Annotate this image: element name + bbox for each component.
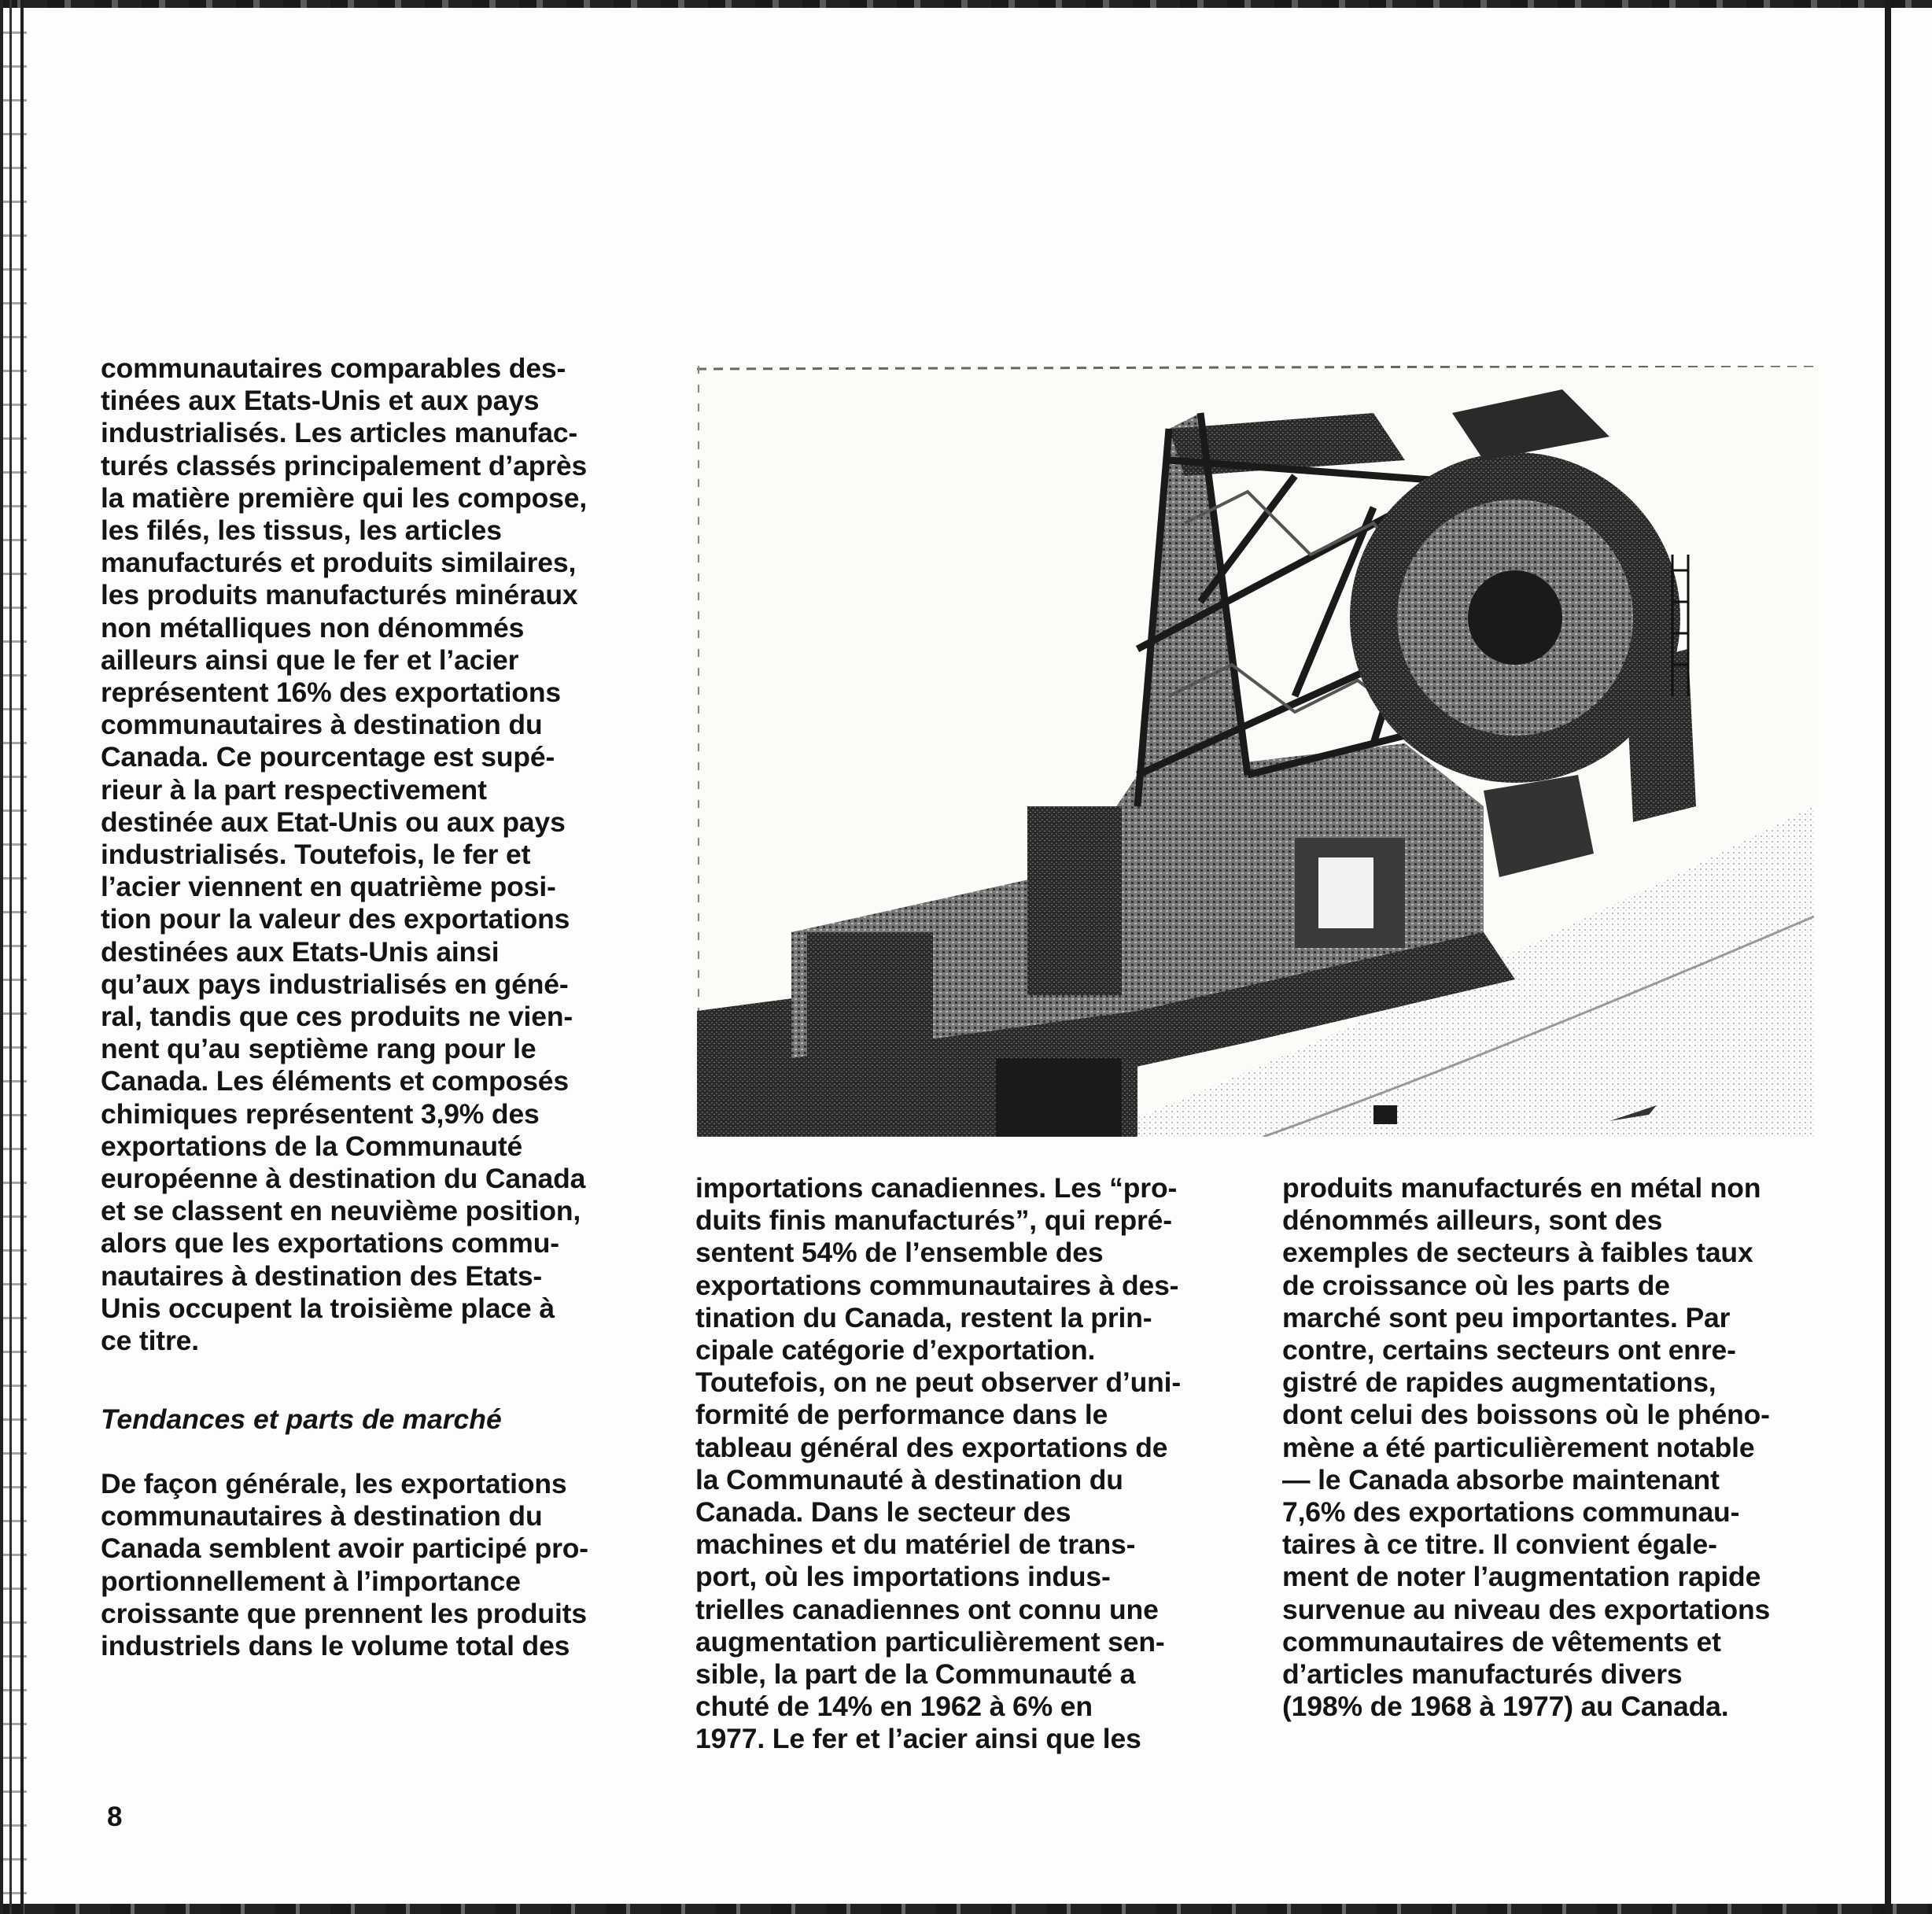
text-line: communautaires à destination du [101,709,543,741]
text-line: d’articles manufacturés divers [1282,1658,1683,1691]
text-column-1-continued [101,1468,651,1662]
text-line: 7,6% des exportations communau- [1282,1496,1740,1529]
text-line: — le Canada absorbe maintenant [1282,1463,1720,1495]
text-line: destinée aux Etat-Unis ou aux pays [101,806,566,838]
text-line: ral, tandis que ces produits ne vien- [101,1001,573,1033]
text-column-2 [695,1172,1230,1756]
text-line: la Communauté à destination du [695,1463,1123,1495]
text-line: manufacturés et produits similaires, [101,547,577,579]
text-line: exportations de la Communauté [101,1130,523,1162]
text-line: et se classent en neuvième position, [101,1195,581,1227]
text-line: communautaires de vêtements et [1282,1625,1721,1658]
text-line: dont celui des boissons où le phéno- [1282,1399,1770,1431]
text-line: portionnellement à l’importance [101,1565,521,1597]
page-number: 8 [107,1802,123,1832]
text-line: communautaires à destination du [101,1500,543,1532]
text-line: industrialisés. Toutefois, le fer et [101,839,531,871]
text-line: chuté de 14% en 1962 à 6% en [695,1691,1093,1723]
text-line: européenne à destination du Canada [101,1163,586,1195]
scan-border-top [0,0,1932,8]
text-line: croissante que prennent les produits [101,1597,587,1629]
scan-border-left [0,0,27,1914]
text-line: contre, certains secteurs ont enre- [1282,1334,1736,1366]
text-line: ment de noter l’augmentation rapide [1282,1561,1761,1593]
text-line: sible, la part de la Communauté a [695,1658,1136,1691]
text-line: les filés, les tissus, les articles [101,514,502,547]
text-line: importations canadiennes. Les “pro- [695,1172,1178,1204]
text-line: qu’aux pays industrialisés en géné- [101,968,569,1000]
text-line: destinées aux Etats-Unis ainsi [101,935,500,968]
text-line: tination du Canada, restent la prin- [695,1301,1152,1333]
text-line: tableau général des exportations de [695,1431,1168,1463]
text-line: port, où les importations indus- [695,1561,1111,1593]
text-line: machines et du matériel de trans- [695,1529,1136,1561]
text-line: industriels dans le volume total des [101,1630,570,1662]
text-line: tion pour la valeur des exportations [101,903,570,935]
text-line: Unis occupent la troisième place à [101,1292,555,1324]
text-line: mène a été particulièrement notable [1282,1431,1755,1463]
text-line: chimiques représentent 3,9% des [101,1097,540,1130]
text-line: survenue au niveau des exportations [1282,1593,1771,1625]
text-line: non métalliques non dénommés [101,611,525,644]
text-line: l’acier viennent en quatrième posi- [101,871,556,903]
text-line: exemples de secteurs à faibles taux [1282,1237,1753,1269]
text-line: exportations communautaires à des- [695,1269,1179,1301]
text-line: trielles canadiennes ont connu une [695,1593,1159,1625]
text-line: formité de performance dans le [695,1399,1108,1431]
text-line: Canada. Dans le secteur des [695,1496,1071,1529]
text-line: sentent 54% de l’ensemble des [695,1237,1104,1269]
text-line: De façon générale, les exportations [101,1468,567,1499]
text-line: communautaires comparables des- [101,352,566,384]
text-line: Canada. Les éléments et composés [101,1065,569,1097]
text-line: représentent 16% des exportations [101,677,561,709]
text-line: les produits manufacturés minéraux [101,579,578,611]
text-line: taires à ce titre. Il convient égale- [1282,1529,1717,1561]
text-line: nautaires à destination des Etats- [101,1259,543,1292]
text-line: de croissance où les parts de [1282,1269,1670,1301]
text-line: augmentation particulièrement sen- [695,1625,1165,1658]
text-line: tinées aux Etats-Unis et aux pays [101,385,540,417]
bucket-wheel-excavator-photo [697,366,1814,1137]
text-line: duits finis manufacturés”, qui repré- [695,1204,1172,1237]
text-line: gistré de rapides augmentations, [1282,1366,1716,1399]
text-line: cipale catégorie d’exportation. [695,1334,1096,1366]
text-line: turés classés principalement d’après [101,449,588,481]
text-line: industrialisés. Les articles manufac- [101,417,578,449]
text-line: dénommés ailleurs, sont des [1282,1204,1663,1237]
text-line: ce titre. [101,1325,199,1357]
text-line: Canada. Ce pourcentage est supé- [101,741,555,773]
text-column-1 [101,352,643,1357]
text-line: rieur à la part respectivement [101,773,487,806]
text-line: marché sont peu importantes. Par [1282,1301,1731,1333]
text-column-3 [1282,1172,1817,1723]
text-line: Canada semblent avoir participé pro- [101,1532,588,1565]
scan-border-bottom [0,1904,1932,1914]
text-line: produits manufacturés en métal non [1282,1172,1761,1204]
text-line: Toutefois, on ne peut observer d’uni- [695,1366,1182,1399]
section-heading: Tendances et parts de marché [101,1403,502,1435]
text-line: alors que les exportations commu- [101,1227,559,1259]
text-line: ailleurs ainsi que le fer et l’acier [101,644,519,676]
text-line: (198% de 1968 à 1977) au Canada. [1282,1691,1729,1723]
text-line: 1977. Le fer et l’acier ainsi que les [695,1723,1141,1755]
text-line: la matière première qui les compose, [101,481,588,514]
scan-border-right [1885,0,1891,1914]
text-line: nent qu’au septième rang pour le [101,1033,536,1065]
